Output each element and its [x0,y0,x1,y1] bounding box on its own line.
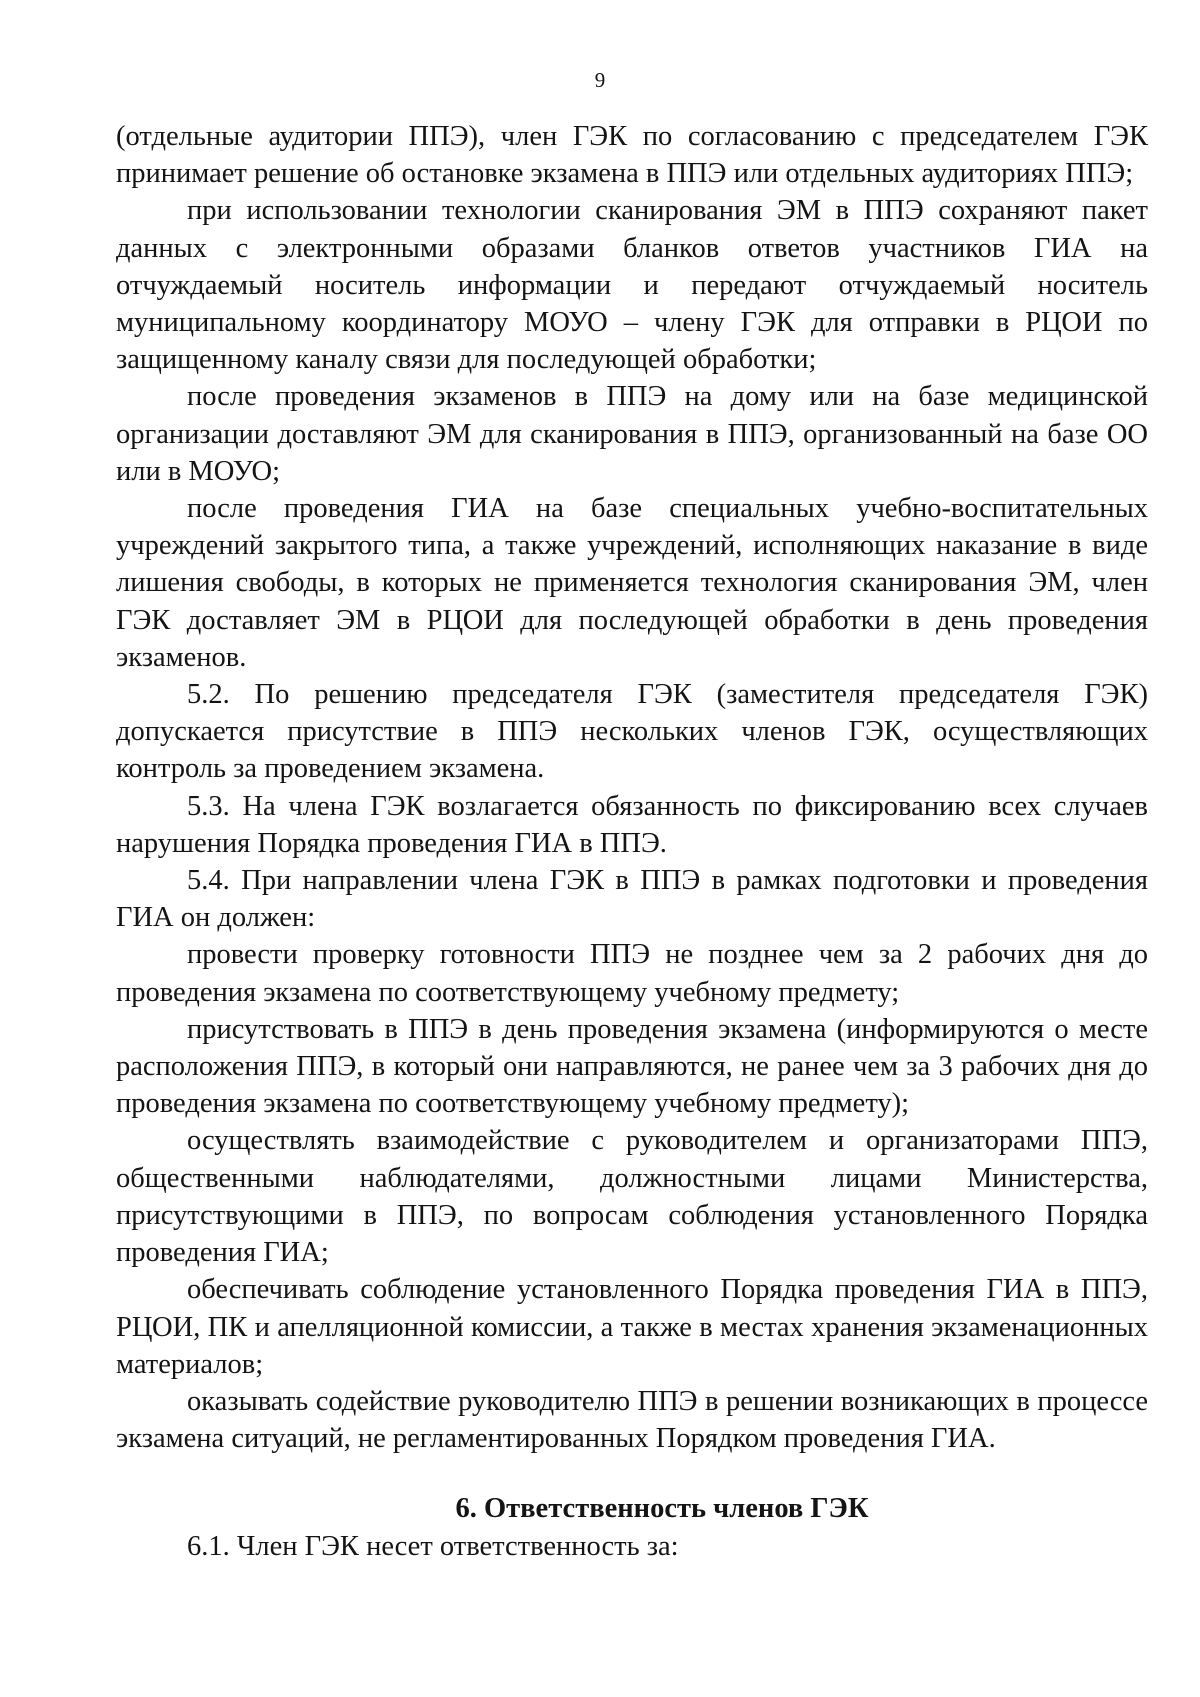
duty-interaction: осуществлять взаимодействие с руководителем и организаторами ППЭ, общественными наблюдателями, должностными лицами Министерства, присутствующими в ППЭ, по вопросам соблюдения установленного Порядка проведения ГИА; [116,1125,1148,1269]
duty-readiness-check: провести проверку готовности ППЭ не позднее чем за 2 рабочих дня до проведения экзамена по соответствующему учебному предмету; [116,939,1148,1008]
document-body [116,118,1148,1565]
clause-5-2: 5.2. По решению председателя ГЭК (заместителя председателя ГЭК) допускается присутствие в ППЭ нескольких членов ГЭК, осуществляющих контроль за проведением экзамена. [116,679,1148,785]
duty-compliance: обеспечивать соблюдение установленного Порядка проведения ГИА в ППЭ, РЦОИ, ПК и апелляционной комиссии, а также в местах хранения экзаменационных материалов; [116,1274,1148,1380]
page-number: 9 [594,68,606,92]
clause-5-3: 5.3. На члена ГЭК возлагается обязанность по фиксированию всех случаев нарушения Порядка проведения ГИА в ППЭ. [116,790,1148,859]
paragraph-scanning-technology: при использовании технологии сканирования ЭМ в ППЭ сохраняют пакет данных с электронными образами бланков ответов участников ГИА на отчуждаемый носитель информации и передают отчуждаемый носитель муниципальному координатору МОУО – члену ГЭК для отправки в РЦОИ по защищенному каналу связи для последующей обработки; [116,195,1148,376]
paragraph-continuation: (отдельные аудитории ППЭ), член ГЭК по согласованию с председателем ГЭК принимает решение об остановке экзамена в ППЭ или отдельных аудиториях ППЭ; [116,121,1148,190]
duty-presence: присутствовать в ППЭ в день проведения экзамена (информируются о месте расположения ППЭ, в который они направляются, не ранее чем за 3 рабочих дня до проведения экзамена по соответствующему учебному предмету); [116,1013,1148,1120]
duty-assistance: оказывать содействие руководителю ППЭ в решении возникающих в процессе экзамена ситуаций, не регламентированных Порядком проведения ГИА. [116,1385,1148,1455]
clause-5-4: 5.4. При направлении члена ГЭК в ППЭ в рамках подготовки и проведения ГИА он должен: [116,865,1148,934]
clause-6-1: 6.1. Член ГЭК несет ответственность за: [187,1530,679,1562]
section-heading-responsibility: 6. Ответственность членов ГЭК [455,1493,869,1525]
paragraph-home-exams: после проведения экзаменов в ППЭ на дому или на базе медицинской организации доставляют ЭМ для сканирования в ППЭ, организованный на базе ОО или в МОУО; [116,381,1148,487]
paragraph-closed-institutions: после проведения ГИА на базе специальных учебно-воспитательных учреждений закрытого типа, а также учреждений, исполняющих наказание в виде лишения свободы, в которых не применяется технология сканирования ЭМ, член ГЭК доставляет ЭМ в РЦОИ для последующей обработки в день проведения экзаменов. [116,493,1148,673]
